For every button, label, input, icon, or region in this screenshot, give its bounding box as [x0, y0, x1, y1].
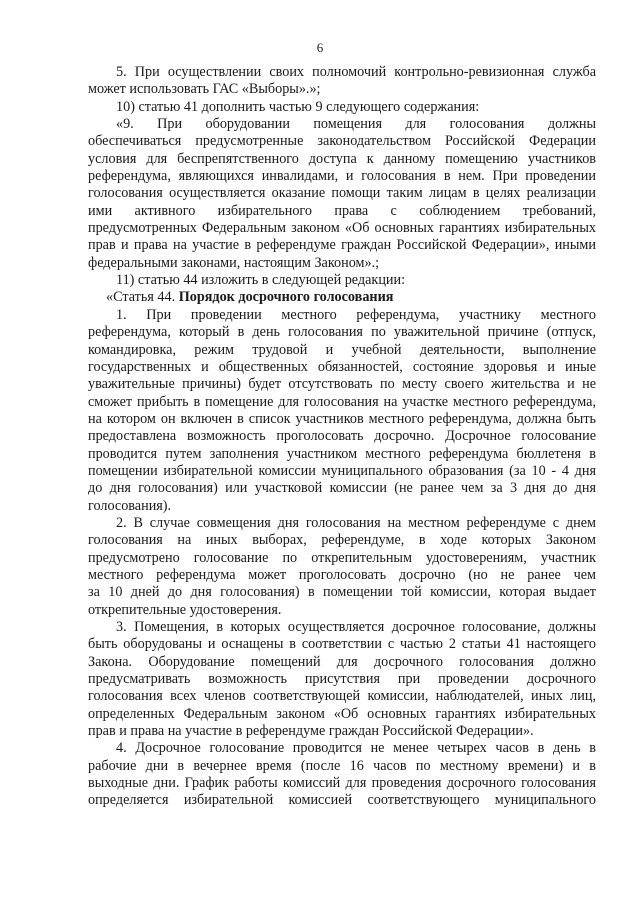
- paragraph-line: прав и права на участие в референдуме граждан Российской Федерации».: [88, 723, 534, 740]
- paragraph-line: государственных и общественных обязанностей, состояние здоровья и иные: [88, 358, 596, 375]
- paragraph-line: 11) статью 44 изложить в следующей редакции:: [116, 272, 406, 289]
- paragraph-line: «9. При оборудовании помещения для голосования должны: [116, 116, 596, 133]
- document-body: [88, 64, 596, 810]
- paragraph-line: 1. При проведении местного референдума, участнику местного: [116, 306, 596, 323]
- paragraph-line: выходные дни. График работы комиссий для проведения досрочного голосования: [88, 775, 596, 792]
- page-number: 6: [316, 40, 324, 55]
- paragraph-line: местного референдума может проголосовать досрочно (но не ранее чем: [88, 566, 596, 583]
- paragraph-line: обеспечиваться предусмотренные законодательством Российской Федерации: [88, 133, 596, 150]
- paragraph-line: до дня голосования) или участковой комиссии (не ранее чем за 3 дня до дня: [88, 480, 596, 497]
- paragraph-line: рабочие дни в вечернее время (после 16 часов по местному времени) и в: [88, 757, 596, 774]
- paragraph-line: 4. Досрочное голосование проводится не менее четырех часов в день в: [116, 740, 596, 757]
- paragraph-line: голосования).: [88, 497, 172, 514]
- paragraph-line: референдума, являющихся инвалидами, и голосования в нем. При проведении: [88, 168, 596, 185]
- paragraph-line: 3. Помещения, в которых осуществляется досрочное голосование, должны: [116, 619, 596, 635]
- paragraph-line: условия для беспрепятственного доступа к данному помещению участников: [88, 150, 596, 167]
- paragraph-line: прав и права на участие в референдуме граждан Российской Федерации», иными: [88, 237, 596, 254]
- paragraph-line: голосования всех членов соответствующей комиссии, наблюдателей, иных лиц,: [88, 688, 596, 705]
- paragraph-line: ими активного избирательного права с соблюдением требований,: [88, 202, 596, 219]
- paragraph-line: проводится путем заполнения участником местного референдума бюллетеня в: [88, 445, 596, 462]
- paragraph-line: уважительные причины) будет отсутствовать по месту своего жительства и не: [88, 376, 596, 393]
- paragraph-line: 2. В случае совмещения дня голосования на местном референдуме с днем: [116, 514, 596, 531]
- paragraph-line: федеральными законами, настоящим Законом».;: [88, 254, 380, 271]
- article-number: «Статья 44.: [106, 289, 176, 306]
- paragraph-line: референдума, который в день голосования по уважительной причине (отпуск,: [88, 324, 596, 341]
- paragraph-line: предусмотренных Федеральным законом «Об основных гарантиях избирательных: [88, 220, 596, 237]
- paragraph-line: на котором он включен в список участников местного референдума, должна быть: [88, 410, 596, 427]
- paragraph-line: предусматривать возможность присутствия при проведении досрочного: [88, 671, 596, 688]
- paragraph-line: может использовать ГАС «Выборы».»;: [88, 81, 321, 98]
- paragraph-line: быть оборудованы и оснащены в соответствии с частью 2 статьи 41 настоящего: [88, 636, 596, 653]
- paragraph-line: за 10 дней до дня голосования) в помещении той комиссии, которая выдает: [88, 584, 596, 601]
- paragraph-line: предусмотрено голосование по открепительным удостоверениям, участник: [88, 549, 596, 566]
- article-heading: [88, 289, 596, 306]
- paragraph-line: определяется избирательной комиссией соответствующего муниципального: [88, 792, 596, 809]
- paragraph-line: голосования на иных выборах, референдуме, в ходе которых Законом: [88, 532, 596, 549]
- paragraph-line: 10) статью 41 дополнить частью 9 следующего содержания:: [116, 98, 480, 115]
- paragraph-line: помещении избирательной комиссии муниципального образования (за 10 - 4 дня: [88, 462, 596, 479]
- paragraph-line: голосования осуществляется оказание помощи таким лицам в целях реализации: [88, 185, 596, 202]
- paragraph-line: предоставлена возможность проголосовать досрочно. Досрочное голосование: [88, 428, 596, 445]
- paragraph-line: определенных Федеральным законом «Об основных гарантиях избирательных: [88, 705, 596, 722]
- paragraph-line: командировка, режим трудовой и учебной деятельности, выполнение: [88, 341, 596, 358]
- article-title: Порядок досрочного голосования: [178, 289, 394, 306]
- paragraph-line: открепительные удостоверения.: [88, 601, 282, 618]
- paragraph-line: Закона. Оборудование помещений для досрочного голосования должно: [88, 653, 596, 670]
- paragraph-line: 5. При осуществлении своих полномочий контрольно-ревизионная служба: [116, 64, 596, 80]
- paragraph-line: сможет прибыть в помещение для голосования на участке местного референдума,: [88, 393, 596, 410]
